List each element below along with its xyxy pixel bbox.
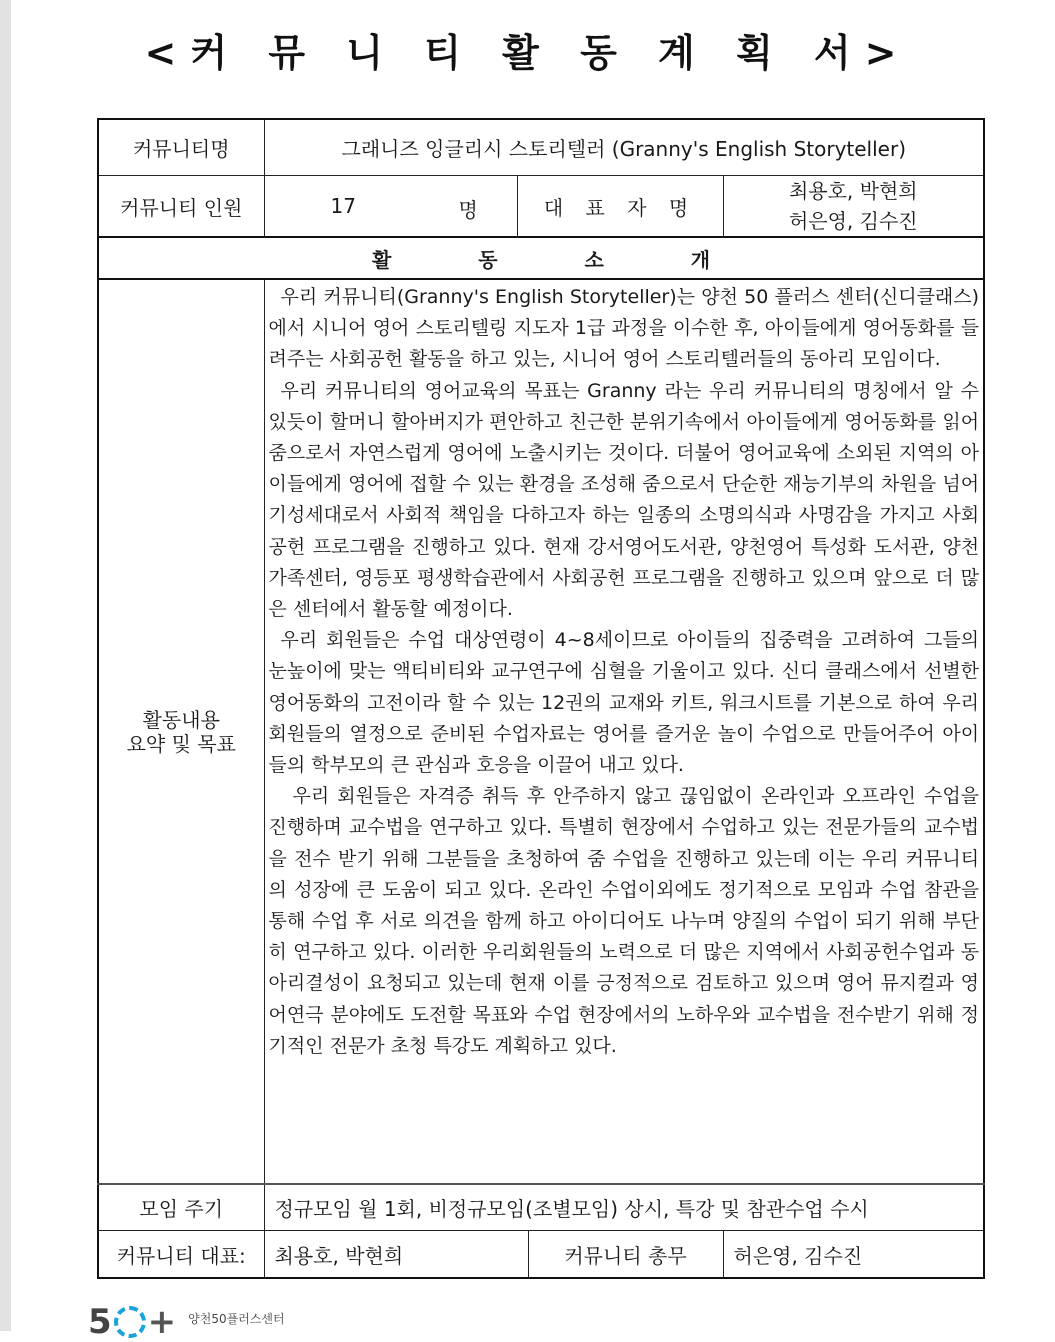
logo-ring-icon bbox=[114, 1306, 146, 1338]
members-label: 커뮤니티 인원 bbox=[98, 176, 264, 238]
activity-description-cell bbox=[264, 279, 984, 1184]
community-name-label: 커뮤니티명 bbox=[98, 119, 264, 176]
activity-paragraph: 우리 커뮤니티의 영어교육의 목표는 Granny 라는 우리 커뮤니티의 명칭에서 알 수 있듯이 할머니 할아버지가 편안하고 친근한 분위기속에서 아이들에게 영어동화를 읽어줌으로서 자연스럽게 영어에 노출시키는 것이다. 더불어 영어교육에 소외된 지역의 아이들에게 영어에 접할 수 있는 환경을 조성해 줌으로서 단순한 재능기부의 차원을 넘어 기성세대로서 사회적 책임을 다하고자 하는 일종의 소명의식과 사명감을 가지고 사회공헌 프로그램을 진행하고 있다. 현재 강서영어도서관, 양천영어 특성화 도서관, 양천가족센터, 영등포 평생학습관에서 사회공헌 프로그램을 진행하고 있으며 앞으로 더 많은 센터에서 활동할 예정이다. bbox=[268, 379, 980, 621]
row-meeting-cycle bbox=[98, 1184, 984, 1231]
logo-five: 5 bbox=[88, 1302, 112, 1342]
center-logo bbox=[88, 1302, 285, 1342]
community-secretary-label: 커뮤니티 총무 bbox=[528, 1231, 723, 1279]
logo-text: 양천50플러스센터 bbox=[188, 1312, 285, 1326]
members-unit: 명 bbox=[458, 198, 478, 222]
representative-names-line2: 허은영, 김수진 bbox=[788, 209, 918, 233]
activity-label-line2: 요약 및 목표 bbox=[126, 731, 236, 756]
activity-paragraph: 우리 커뮤니티(Granny's English Storyteller)는 양천 50 플러스 센터(신디클래스)에서 시니어 영어 스토리텔링 지도자 1급 과정을 이수한 후, 아이들에게 영어동화를 들려주는 사회공헌 활동을 하고 있는, 시니어 영어 스토리텔러들의 동아리 모임이다. bbox=[268, 286, 980, 371]
members-count: 17 bbox=[330, 194, 356, 218]
community-name-value: 그래니즈 잉글리시 스토리텔러 (Granny's English Storyteller) bbox=[264, 119, 984, 176]
logo-plus: + bbox=[147, 1302, 177, 1342]
row-members bbox=[98, 176, 984, 238]
document-title: <커 뮤 니 티 활 동 계 획 서> bbox=[144, 31, 911, 75]
meeting-cycle-label: 모임 주기 bbox=[98, 1184, 264, 1231]
representative-label: 대 표 자 명 bbox=[517, 176, 723, 238]
representative-names bbox=[723, 176, 984, 238]
representative-names-line1: 최용호, 박현희 bbox=[788, 179, 918, 203]
page-margin-strip bbox=[0, 0, 11, 1331]
row-community-name bbox=[98, 119, 984, 176]
members-count-cell bbox=[264, 176, 517, 238]
meeting-cycle-value: 정규모임 월 1회, 비정규모임(조별모임) 상시, 특강 및 참관수업 수시 bbox=[264, 1184, 984, 1231]
row-activity bbox=[98, 279, 984, 1184]
activity-label-line1: 활동내용 bbox=[142, 707, 220, 732]
activity-paragraph: 우리 회원들은 자격증 취득 후 안주하지 않고 끊임없이 온라인과 오프라인 수업을 진행하며 교수법을 연구하고 있다. 특별히 현장에서 수업하고 있는 전문가들의 교수법을 전수 받기 위해 그분들을 초청하여 줌 수업을 진행하고 있는데 이는 우리 커뮤니티의 성장에 큰 도움이 되고 있다. 온라인 수업이외에도 정기적으로 모임과 수업 참관을 통해 수업 후 서로 의견을 함께 하고 아이디어도 나누며 양질의 수업이 되기 위해 부단히 연구하고 있다. 이러한 우리회원들의 노력으로 더 많은 지역에서 사회공헌수업과 동아리결성이 요청되고 있는데 현재 이를 긍정적으로 검토하고 있으며 영어 뮤지컬과 영어연극 분야에도 도전할 목표와 수업 현장에서의 노하우와 교수법을 전수받기 위해 정기적인 전문가 초청 특강도 계획하고 있다. bbox=[268, 785, 980, 1057]
logo-mark bbox=[88, 1302, 177, 1342]
activity-description bbox=[265, 280, 984, 1062]
community-secretary-value: 허은영, 김수진 bbox=[723, 1231, 984, 1279]
community-rep-label: 커뮤니티 대표: bbox=[98, 1231, 264, 1279]
activity-paragraph: 우리 회원들은 수업 대상연령이 4~8세이므로 아이들의 집중력을 고려하여 그들의 눈높이에 맞는 액티비티와 교구연구에 심혈을 기울이고 있다. 신디 클래스에서 선별한 영어동화의 고전이라 할 수 있는 12권의 교재와 키트, 워크시트를 기본으로 하여 우리 회원들의 열정으로 준비된 수업자료는 영어를 즐거운 놀이 수업으로 만들어주어 아이들의 학부모의 큰 관심과 호응을 이끌어 내고 있다. bbox=[268, 629, 980, 777]
community-rep-value: 최용호, 박현희 bbox=[264, 1231, 528, 1279]
activity-label bbox=[98, 279, 264, 1184]
row-section-header bbox=[98, 237, 984, 279]
row-representatives bbox=[98, 1231, 984, 1279]
community-plan-table bbox=[97, 118, 985, 1279]
section-header-activity-intro: 활 동 소 개 bbox=[98, 237, 984, 279]
